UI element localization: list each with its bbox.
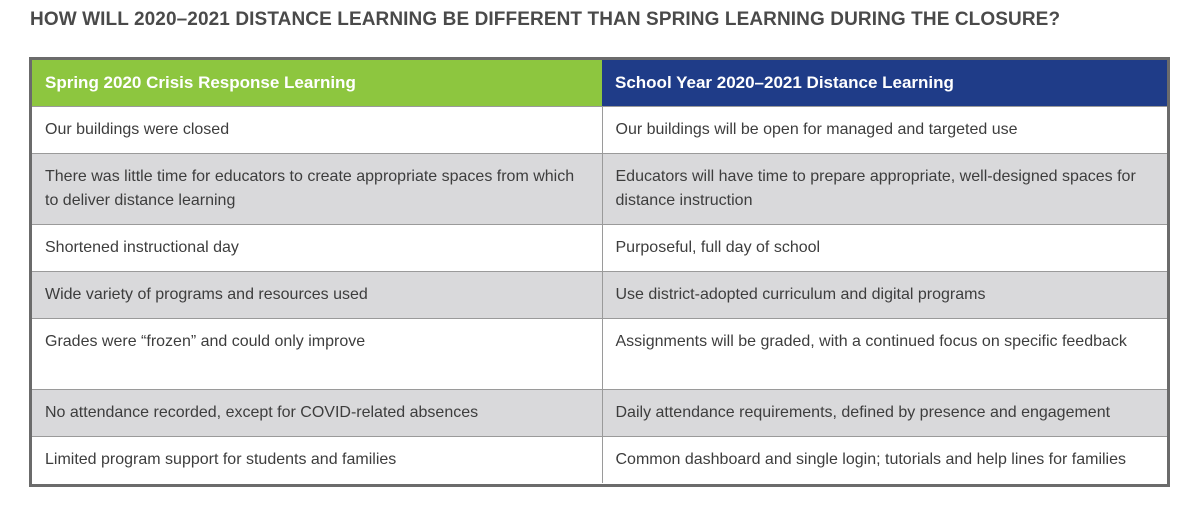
column-header-school-year-2020-2021: School Year 2020–2021 Distance Learning bbox=[602, 60, 1167, 107]
spring-cell: Grades were “frozen” and could only improve bbox=[32, 319, 602, 390]
spring-cell: No attendance recorded, except for COVID-related absences bbox=[32, 390, 602, 437]
spring-cell: Shortened instructional day bbox=[32, 225, 602, 272]
table-row bbox=[32, 272, 1167, 319]
spring-cell: Limited program support for students and families bbox=[32, 437, 602, 484]
table-row bbox=[32, 225, 1167, 272]
page-title: HOW WILL 2020–2021 DISTANCE LEARNING BE DIFFERENT THAN SPRING LEARNING DURING THE CLOSURE? bbox=[30, 9, 1061, 30]
comparison-table-frame bbox=[29, 57, 1170, 487]
comparison-table bbox=[32, 60, 1167, 483]
school-year-cell: Use district-adopted curriculum and digital programs bbox=[602, 272, 1167, 319]
table-header-row bbox=[32, 60, 1167, 107]
spring-cell: Wide variety of programs and resources used bbox=[32, 272, 602, 319]
spring-cell: Our buildings were closed bbox=[32, 107, 602, 154]
school-year-cell: Purposeful, full day of school bbox=[602, 225, 1167, 272]
table-row bbox=[32, 437, 1167, 484]
table-row bbox=[32, 319, 1167, 390]
school-year-cell: Assignments will be graded, with a continued focus on specific feedback bbox=[602, 319, 1167, 390]
school-year-cell: Educators will have time to prepare appropriate, well-designed spaces for distance instruction bbox=[602, 154, 1167, 225]
table-row bbox=[32, 390, 1167, 437]
school-year-cell: Common dashboard and single login; tutorials and help lines for families bbox=[602, 437, 1167, 484]
spring-cell: There was little time for educators to create appropriate spaces from which to deliver distance learning bbox=[32, 154, 602, 225]
table-row bbox=[32, 154, 1167, 225]
table-row bbox=[32, 107, 1167, 154]
school-year-cell: Daily attendance requirements, defined by presence and engagement bbox=[602, 390, 1167, 437]
school-year-cell: Our buildings will be open for managed and targeted use bbox=[602, 107, 1167, 154]
column-header-spring-2020: Spring 2020 Crisis Response Learning bbox=[32, 60, 602, 107]
